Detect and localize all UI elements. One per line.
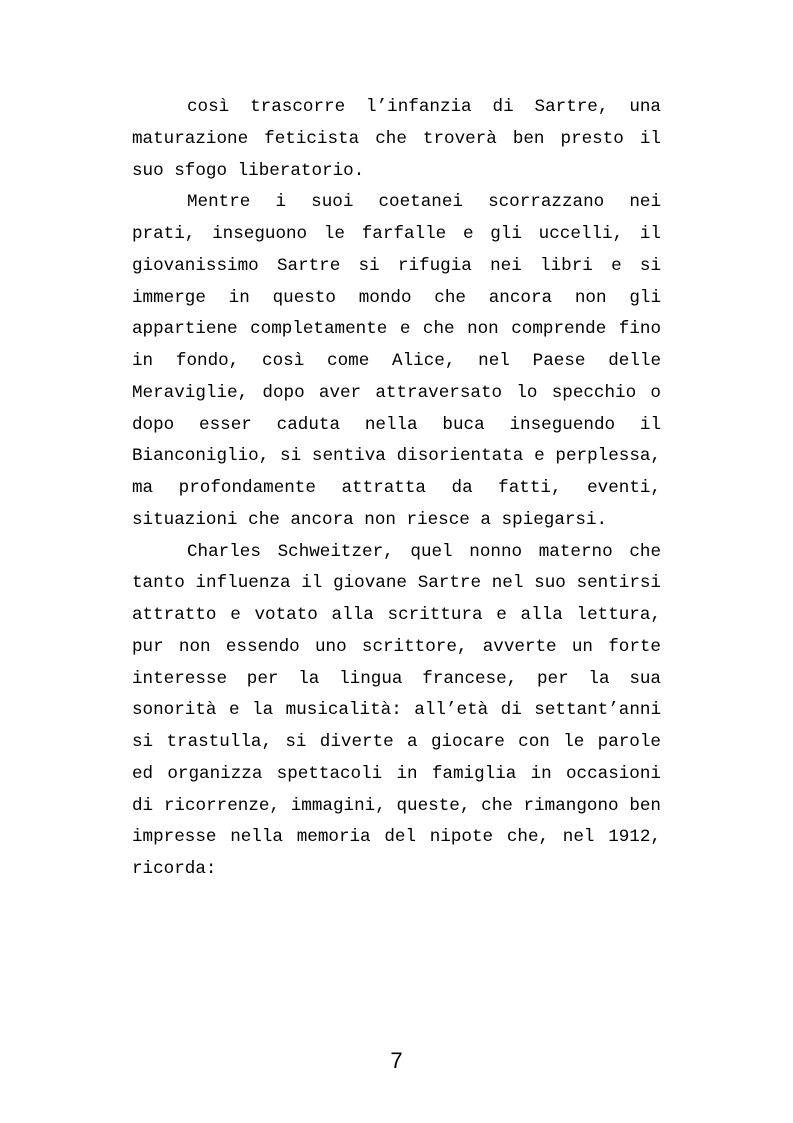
page-number: 7: [390, 1048, 403, 1073]
paragraph-3: Charles Schweitzer, quel nonno materno che tanto influenza il giovane Sartre nel suo sentirsi attratto e votato alla scrittura e alla lettura, pur non essendo uno scrittore, avverte un forte interesse per la lingua francese, per la sua sonorità e la musicalità: all’età di settant’anni si trastulla, si diverte a giocare con le parole ed organizza spettacoli in famiglia in occasioni di ricorrenze, immagini, queste, che rimangono ben impresse nella memoria del nipote che, nel 1912, ricorda:: [132, 541, 661, 879]
body-text: [132, 92, 661, 886]
paragraph-2: Mentre i suoi coetanei scorrazzano nei prati, inseguono le farfalle e gli uccelli, il giovanissimo Sartre si rifugia nei libri e si immerge in questo mondo che ancora non gli appartiene completamente e che non comprende fino in fondo, così come Alice, nel Paese delle Meraviglie, dopo aver attraversato lo specchio o dopo esser caduta nella buca inseguendo il Bianconiglio, si sentiva disorientata e perplessa, ma profondamente attratta da fatti, eventi, situazioni che ancora non riesce a spiegarsi.: [132, 192, 661, 530]
paragraph-1: così trascorre l’infanzia di Sartre, una maturazione feticista che troverà ben presto il suo sfogo liberatorio.: [132, 97, 661, 181]
